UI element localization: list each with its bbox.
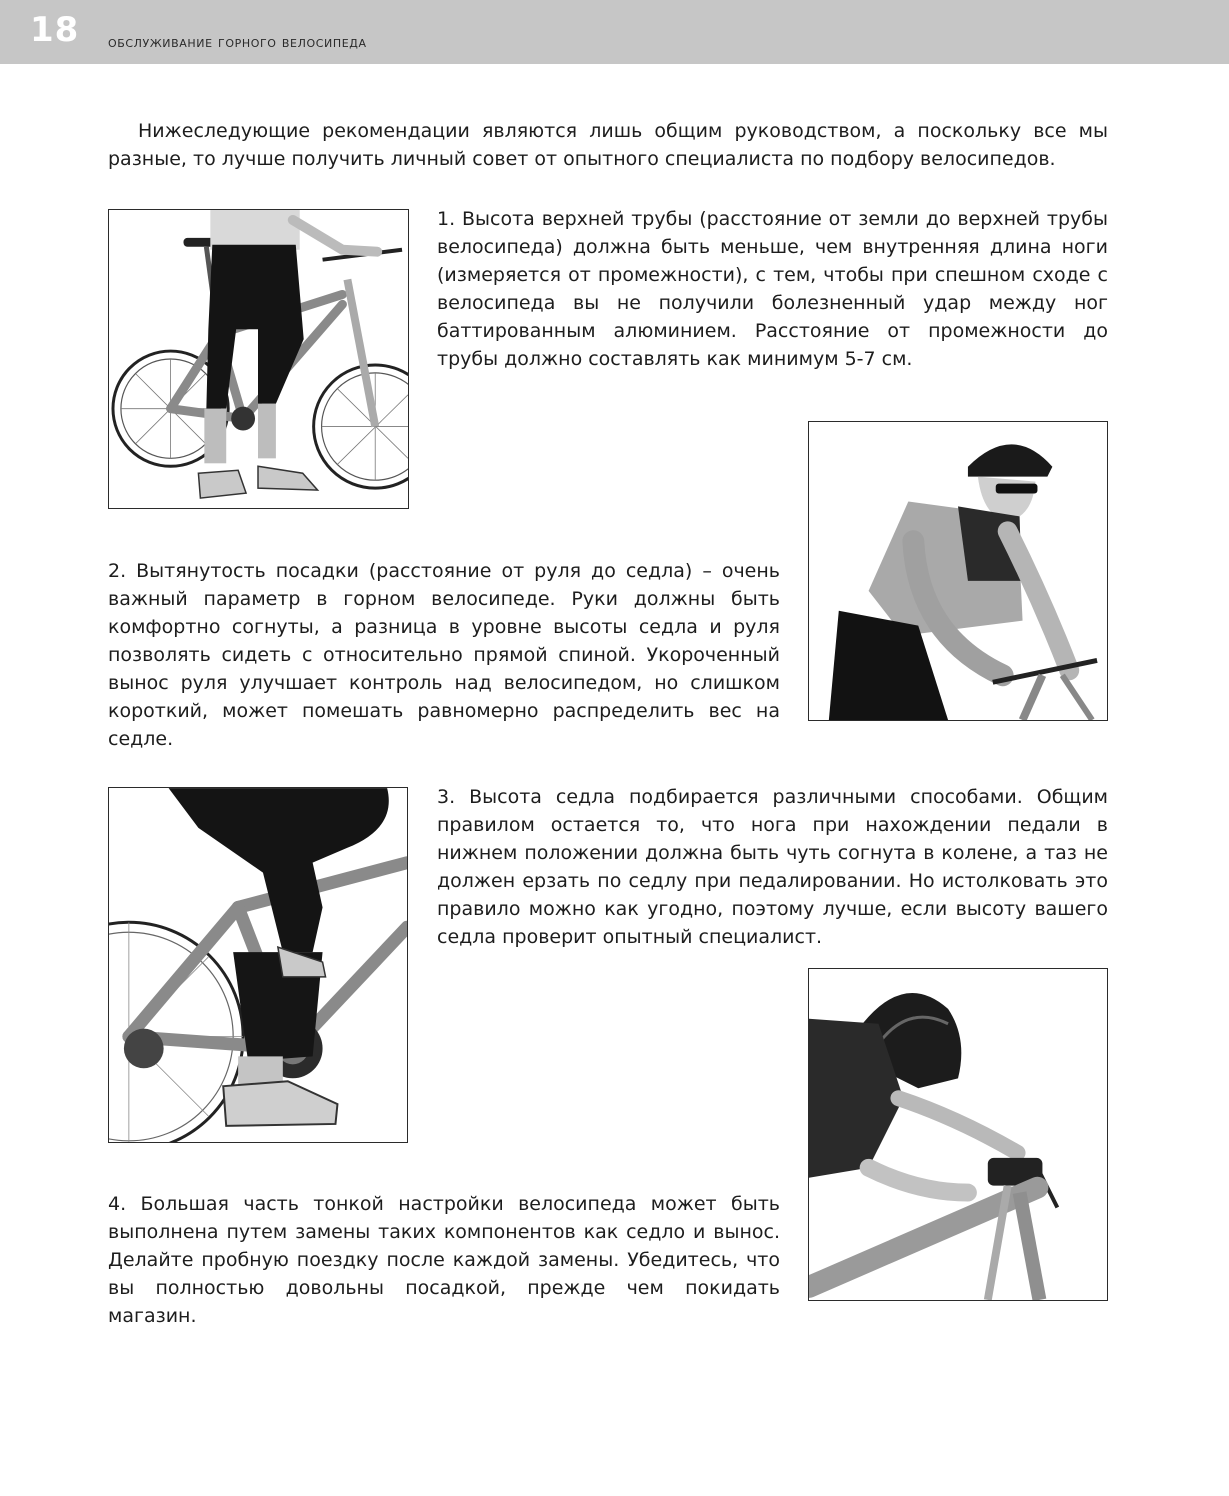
fine-tuning-illustration [809, 969, 1107, 1300]
reach-illustration [809, 422, 1107, 720]
photo-saddle-height [108, 787, 408, 1143]
standover-illustration [109, 210, 408, 508]
running-title: обслуживание горного велосипеда [108, 33, 367, 51]
photo-fine-tuning [808, 968, 1108, 1301]
page-header [0, 0, 1229, 64]
saddle-height-illustration [109, 788, 407, 1142]
page-number: 18 [30, 10, 80, 50]
section-1-text: 1. Высота верхней трубы (расстояние от земли до верхней трубы велосипеда) должна быть меньше, чем внутренняя длина ноги (измеряется от промежности), с тем, чтобы при спешном сходе с велосипеда вы не получили болезненный удар между ног баттированным алюминием. Расстояние от промежности до трубы должно составлять как минимум 5-7 см. [437, 208, 1108, 370]
photo-standover-height [108, 209, 409, 509]
intro-paragraph: Нижеследующие рекомендации являются лишь общим руководством, а поскольку все мы разные, то лучше получить личный совет от опытного специалиста по подбору велосипедов. [108, 120, 1108, 170]
section-4-text: 4. Большая часть тонкой настройки велосипеда может быть выполнена путем замены таких компонентов как седло и вынос. Делайте пробную поездку после каждой замены. Убедитесь, что вы полностью довольны посадкой, прежде чем покидать магазин. [108, 1193, 780, 1327]
section-2-text: 2. Вытянутость посадки (расстояние от руля до седла) – очень важный параметр в горном велосипеде. Руки должны быть комфортно согнуты, а разница в уровне высоты седла и руля позволять сидеть с относительно прямой спиной. Укороченный вынос руля улучшает контроль над велосипедом, но слишком короткий, может помешать равномерно распределить вес на седле. [108, 560, 780, 750]
section-3-text: 3. Высота седла подбирается различными способами. Общим правилом остается то, что нога при нахождении педали в нижнем положении должна быть чуть согнута в колене, а таз не должен ерзать по седлу при педалировании. Но истолковать это правило можно как угодно, поэтому лучше, если высоту вашего седла проверит опытный специалист. [437, 786, 1108, 948]
photo-reach [808, 421, 1108, 721]
